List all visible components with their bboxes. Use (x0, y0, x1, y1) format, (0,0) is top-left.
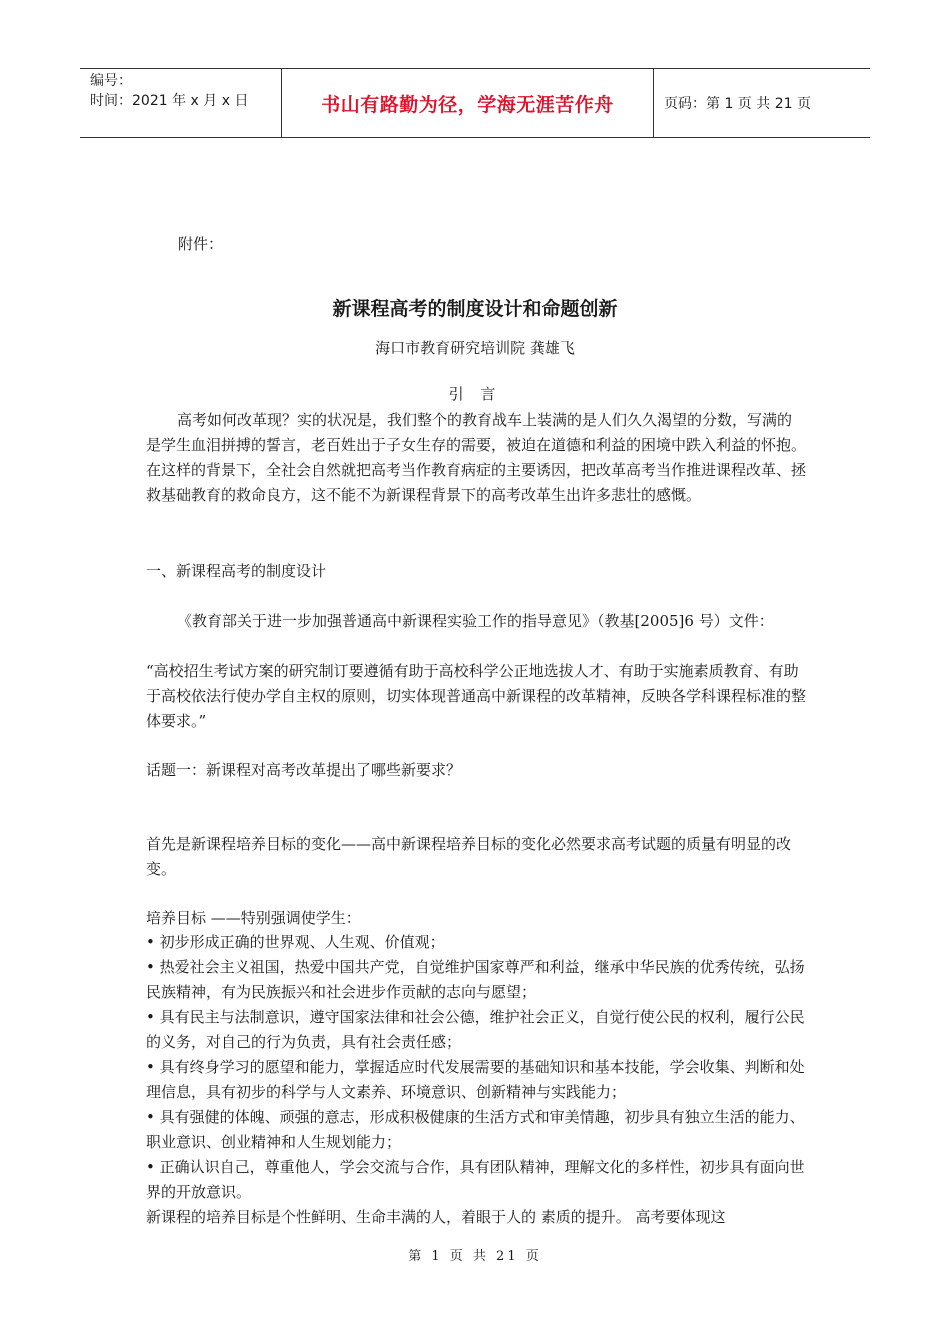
time-label: 时间：2021 年 x 月 x 日 (90, 93, 249, 109)
list-item: • 具有终身学习的愿望和能力，掌握适应时代发展需要的基础知识和基本技能，学会收集、判断和处理信息，具有初步的科学与人文素养、环境意识、创新精神与实践能力； (146, 1058, 805, 1101)
list-item: • 热爱社会主义祖国，热爱中国共产党，自觉维护国家尊严和利益，继承中华民族的优秀传统，弘扬民族精神，有为民族振兴和社会进步作贡献的志向与愿望； (146, 958, 805, 1001)
intro-paragraph: 高考如何改革现？实的状况是，我们整个的教育战车上装满的是人们久久渴望的分数，写满的是学生血泪拼搏的誓言，老百姓出于子女生存的需要，被迫在道德和利益的困境中跌入利益的怀抱。在这样的背景下，全社会自然就把高考当作教育病症的主要诱因，把改革高考当作推进课程改革、拯救基础教育的救命良方，这不能不为新课程背景下的高考改革生出许多悲壮的感慨。 (146, 411, 807, 504)
attachment-label: 附件： (178, 235, 224, 253)
list-item: • 具有民主与法制意识，遵守国家法律和社会公德，维护社会正义，自觉行使公民的权利，履行公民的义务，对自己的行为负责，具有社会责任感； (146, 1008, 805, 1051)
header-page-cell (654, 69, 870, 137)
page-footer: 第 1 页 共 21 页 (408, 1249, 542, 1264)
serial-label: 编号： (90, 73, 132, 89)
header-table (80, 68, 870, 138)
list-item: • 初步形成正确的世界观、人生观、价值观； (146, 933, 445, 951)
document-author: 海口市教育研究培训院 龚雄飞 (375, 339, 575, 357)
goals-intro: 培养目标 ——特别强调使学生： (146, 909, 361, 927)
motto-text: 书山有路勤为径，学海无涯苦作舟 (321, 93, 614, 116)
doc-reference: 《教育部关于进一步加强普通高中新课程实验工作的指导意见》（教基[2005]6 号）文件： (177, 612, 774, 630)
change-paragraph: 首先是新课程培养目标的变化——高中新课程培养目标的变化必然要求高考试题的质量有明显的改变。 (146, 835, 792, 878)
closing-line: 新课程的培养目标是个性鲜明、生命丰满的人，着眼于人的 素质的提升。 高考要体现这 (146, 1208, 726, 1226)
list-item: • 正确认识自己，尊重他人，学会交流与合作，具有团队精神，理解文化的多样性，初步具有面向世界的开放意识。 (146, 1158, 805, 1201)
topic1-heading: 话题一：新课程对高考改革提出了哪些新要求？ (146, 761, 462, 779)
document-title: 新课程高考的制度设计和命题创新 (332, 298, 618, 320)
section1-heading: 一、新课程高考的制度设计 (146, 562, 327, 580)
intro-heading: 引 言 (448, 385, 502, 403)
page-code: 页码：第 1 页 共 21 页 (664, 96, 811, 112)
list-item: • 具有强健的体魄、顽强的意志，形成积极健康的生活方式和审美情趣，初步具有独立生活的能力、职业意识、创业精神和人生规划能力； (146, 1108, 805, 1151)
goals-list (146, 930, 816, 1205)
quote-paragraph: “高校招生考试方案的研究制订要遵循有助于高校科学公正地选拔人才、有助于实施素质教育、有助于高校依法行使办学自主权的原则，切实体现普通高中新课程的改革精神，反映各学科课程标准的整体要求。” (146, 662, 807, 730)
header-meta-cell (80, 69, 282, 137)
header-motto-cell (282, 69, 654, 137)
